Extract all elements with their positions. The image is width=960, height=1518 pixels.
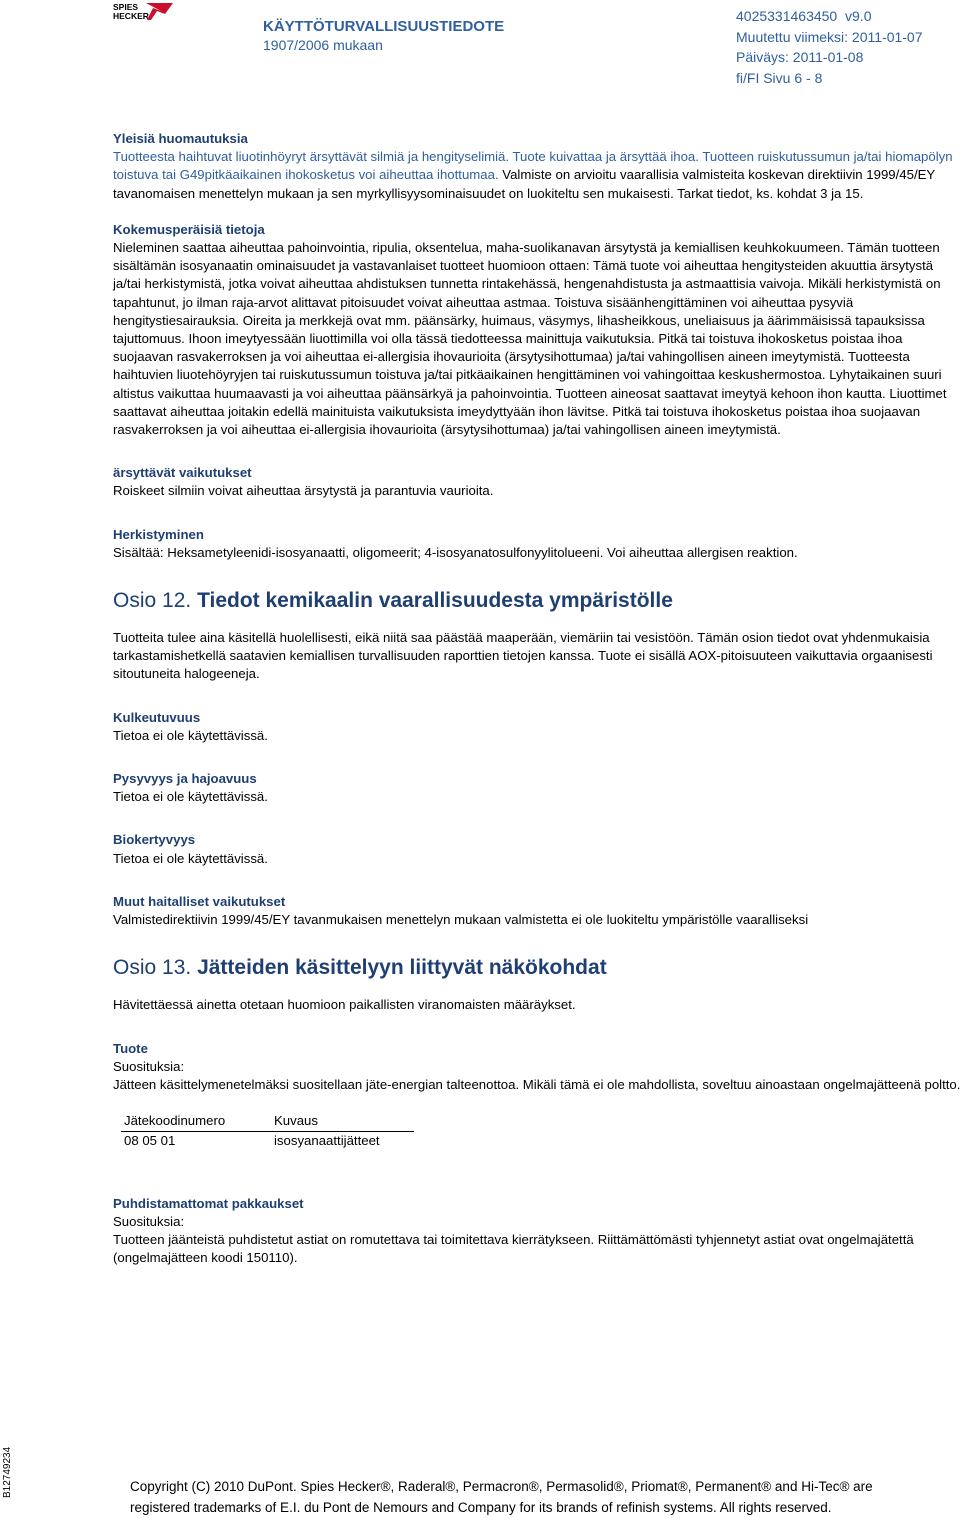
- product-label: Suosituksia:: [113, 1058, 185, 1074]
- sensitisation-heading: Herkistyminen: [113, 526, 204, 542]
- logo-mark: [113, 2, 175, 22]
- side-document-code: B12749234: [2, 1446, 13, 1498]
- section-12-intro: Tuotteita tulee aina käsitellä huolellisesti, eikä niitä saa päästää maaperään, viemäriin tai vesistöön. Tämän osion tiedot ovat yhdenmukaisia tarkastamishetkellä saatavien kemiallisen turvallisuuden raporttien tietojen kanssa. Tuote ei sisällä AOX-pitoisuuteen vaikuttavia orgaanisesti sitoutuneita halogeeneja.: [113, 630, 933, 682]
- packaging-text: Tuotteen jäänteistä puhdistetut astiat on romutettava tai toimitettava kierrätykseen. Riittämättömästi tyhjennetyt astiat ovat ongelmajätettä (ongelmajätteen koodi 150110).: [113, 1231, 914, 1266]
- mobility-text: Tietoa ei ole käytettävissä.: [113, 727, 268, 743]
- sensitisation-text: Sisältää: Heksametyleenidi-isosyanaatti, oligomeerit; 4-isosyanatosulfonyylitolueeni. Voi aiheuttaa allergisen reaktion.: [113, 544, 798, 560]
- section-13-number: Osio 13.: [113, 956, 192, 980]
- table-row: [121, 1132, 414, 1151]
- doc-id: 4025331463450: [736, 8, 838, 24]
- svg-text:SPIES: SPIES: [113, 2, 139, 12]
- doc-id-line: [736, 6, 923, 27]
- irritant-text: Roiskeet silmiin voivat aiheuttaa ärsytystä ja parantuvia vaurioita.: [113, 483, 494, 499]
- section-13-heading: Jätteiden käsittelyyn liittyvät näkökohdat: [197, 956, 607, 980]
- section-12-title: [113, 587, 960, 615]
- document-title: KÄYTTÖTURVALLISUUSTIEDOTE: [263, 18, 505, 35]
- product-text: Jätteen käsittelymenetelmäksi suositellaan jäte-energian talteenottoa. Mikäli tämä ei ole mahdollista, soveltuu ainoastaan ongelmajätteenä poltto.: [113, 1076, 960, 1092]
- page-number: fi/FI Sivu 6 - 8: [736, 69, 823, 86]
- svg-text:HECKER: HECKER: [113, 11, 149, 21]
- section-12-heading: Tiedot kemikaalin vaarallisuudesta ympäristölle: [197, 589, 673, 613]
- general-text-a: Tuotteesta haihtuvat liuotinhöyryt ärsyttävät silmiä ja hengityselimiä. Tuote kuivattaa ja ärsyttää ihoa. Tuotteen ruiskutussumun ja/tai hiomapölyn toistuva tai G49pitkäaikainen ihokosketus voi aiheuttaa ihottumaa.: [113, 149, 953, 183]
- section-12-number: Osio 12.: [113, 589, 192, 613]
- waste-code-table: [121, 1112, 414, 1150]
- general-text-b: Valmiste on arvioitu vaarallisia valmisteita koskevan direktiivin 1999/45/EY tavanomaisen menettelyn mukaan ja sen myrkyllisyysominaisuudet on luokiteltu sen mukaisesti. Tarkat tiedot, ks. kohdat 3 ja 15.: [113, 167, 935, 201]
- packaging-heading: Puhdistamattomat pakkaukset: [113, 1195, 304, 1211]
- waste-desc-cell: isosyanaattijätteet: [274, 1133, 380, 1149]
- doc-version: v9.0: [845, 8, 872, 24]
- mobility-heading: Kulkeutuvuus: [113, 709, 201, 725]
- modified-date: Muutettu viimeksi: 2011-01-07: [736, 28, 923, 45]
- print-date: Päiväys: 2011-01-08: [736, 49, 864, 65]
- table-header-row: [121, 1112, 414, 1132]
- col-description: Kuvaus: [271, 1112, 414, 1132]
- persistence-heading: Pysyvyys ja hajoavuus: [113, 771, 257, 787]
- col-waste-code: Jätekoodinumero: [121, 1112, 271, 1132]
- bioaccumulation-heading: Biokertyvyys: [113, 832, 196, 848]
- spies-hecker-logo: [113, 2, 175, 22]
- other-effects-heading: Muut haitalliset vaikutukset: [113, 893, 286, 909]
- packaging-label: Suosituksia:: [113, 1213, 185, 1229]
- persistence-text: Tietoa ei ole käytettävissä.: [113, 789, 268, 805]
- experience-heading: Kokemusperäisiä tietoja: [113, 221, 265, 237]
- document-subtitle: 1907/2006 mukaan: [263, 37, 383, 53]
- experience-text: Nieleminen saattaa aiheuttaa pahoinvointia, ripulia, oksentelua, maha-suolikanavan ärsytystä ja kemiallisen keuhkokuumeen. Tämän tuotteen sisältämän isosyanaatin ominaisuudet ja vastavanlaiset tuotteet huomioon ottaen: Tämä tuote voi aiheuttaa hengitysteiden akuuttia ärsytystä ja/tai herkistymistä, jotka voivat aiheuttaa ahdistuksen tunnetta rintakehässä, hengenahdistusta ja astmaattisia vaivoja. Mikäli herkistymistä on tapahtunut, jo ilman raja-arvot alittavat pitoisuudet voivat aiheuttaa astmaa. Toistuva sisäänhengittäminen voi aiheuttaa pysyviä hengitystiesairauksia. Oireita ja merkkejä ovat mm. päänsärky, huimaus, väsymys, lihasheikkous, uneliaisuus ja äärimmäisissä tapauksissa tajuttomuus. Ihoon imeytyessään liuottimilla voi olla tässä tiedotteessa mainittuja vaikutuksia. Pitkä tai toistuva ihokosketus poistaa ihoa suojaavan rasvakerroksen ja voi aiheuttaa ei-allergisia ihovaurioita (ärsytysihottumaa) ja/tai vahingollisen aineen imeytymistä. Tuotteesta haihtuvien liuotehöyryjen tai ruiskutussumun toistuva ja/tai pitkäaikainen hengittäminen voi vahingoittaa keskushermostoa. Lyhytaikainen suuri altistus vaikuttaa huumaavasti ja voi aiheuttaa päänsärkyä ja pahoinvointia. Tuotteen aineosat saattavat imeytyä kehoon ihon kautta. Liuottimet saattavat aiheuttaa joitakin edellä mainituista vaikutuksista imeydyttyään ihon lävitse. Pitkä tai toistuva ihokosketus poistaa ihoa suojaavan rasvakerroksen ja voi aiheuttaa ei-allergisia ihovaurioita (ärsytysihottumaa) ja/tai vahingollisen aineen imeytymistä.: [113, 240, 947, 438]
- bioaccumulation-text: Tietoa ei ole käytettävissä.: [113, 850, 268, 866]
- section-13-title: [113, 954, 960, 982]
- product-heading: Tuote: [113, 1040, 148, 1056]
- section-13-intro: Hävitettäessä ainetta otetaan huomioon paikallisten viranomaisten määräykset.: [113, 997, 576, 1013]
- waste-code-cell: 08 05 01: [124, 1133, 176, 1149]
- irritant-heading: ärsyttävät vaikutukset: [113, 465, 252, 481]
- footer-line-1: Copyright (C) 2010 DuPont. Spies Hecker®, Raderal®, Permacron®, Permasolid®, Priomat®, Permanent® and Hi-Tec® are: [130, 1479, 873, 1494]
- footer-line-2: registered trademarks of E.I. du Pont de Nemours and Company for its brands of refinish systems. All rights reserved.: [130, 1500, 832, 1515]
- other-effects-text: Valmistedirektiivin 1999/45/EY tavanmukaisen menettelyn mukaan valmistetta ei ole luokiteltu ympäristölle vaaralliseksi: [113, 912, 809, 928]
- general-heading: Yleisiä huomautuksia: [113, 131, 248, 146]
- header-meta: [736, 6, 923, 88]
- general-text: [113, 148, 960, 203]
- document-body: [113, 130, 960, 1267]
